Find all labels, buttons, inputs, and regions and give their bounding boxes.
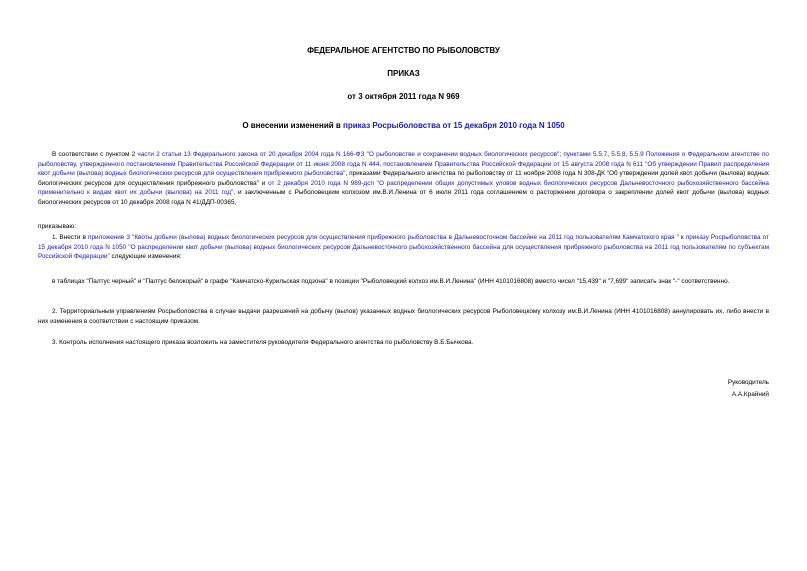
basis-text-1: В соответствии с пунктом 2: [52, 151, 138, 158]
tables-change-paragraph: [38, 277, 769, 287]
order-1050-link[interactable]: приказу Росрыболовства от 15 декабря 2010 года N 1050 "О распределении квот добычи (вылова) водных биологических ресурсов Дальневосточного рыбохозяйственного бассейна для осуществления прибрежного рыболовства на 2011 год пользователям по субъектам Российской Федерации": [38, 234, 769, 261]
item1-text-3: следующие изменения:: [109, 253, 182, 261]
item1-text-1: 1. Внести в: [52, 234, 88, 241]
document-type: ПРИКАЗ: [387, 69, 420, 78]
title-prefix: О внесении изменений в: [242, 121, 344, 130]
document-title: [0, 121, 807, 131]
basis-text-4: , и заключенным с Рыболовецким колхозом им.В.И.Ленина от 6 июля 2011 года соглашением о расторжении договора о закреплении долей квот добычи (вылова) водных биологических ресурсов от 10 декабря 2008 года N 41/ДДП-00365,: [38, 189, 770, 206]
agency-heading: ФЕДЕРАЛЬНОЕ АГЕНТСТВО ПО РЫБОЛОВСТВУ: [307, 46, 500, 55]
item-2-paragraph: [38, 307, 769, 326]
title-link[interactable]: приказ Росрыболовства от 15 декабря 2010 года N 1050: [343, 121, 565, 130]
document-date-number: от 3 октября 2011 года N 969: [347, 92, 460, 101]
law-link[interactable]: части 2 статьи 13 Федерального закона от 20 декабря 2004 года N 166-ФЗ "О рыболовстве и сохранении водных биологических ресурсов": [137, 151, 560, 158]
basis-text-2: ;: [559, 151, 564, 158]
order-989-link[interactable]: от 2 декабря 2010 года N 989-дсп "О распределении общих допустимых уловов водных биологических ресурсов Дальневосточного рыбохозяйственного бассейна применительно к видам квот их добычи (вылова) на 2011 год": [38, 179, 769, 197]
item1-text-2: к: [678, 234, 686, 241]
item-1-paragraph: [38, 233, 769, 262]
item3-text: 3. Контроль исполнения настоящего приказа возложить на заместителя руководителя Федерального агентства по рыболовству В.Б.Бычкова.: [52, 339, 474, 346]
basis-paragraph: [38, 150, 769, 208]
item2-text: 2. Территориальным управлениям Росрыболовства в случае выдачи разрешений на добычу (вылов) указанных водных биологических ресурсов Рыболовецкому колхозу им.В.И.Ленина (ИНН 4101016808) аннулировать их, либо внести в них изменения в соответствии с настоящим приказом.: [38, 308, 769, 325]
signature-name: А.А.Крайний: [731, 391, 769, 398]
regulation-link[interactable]: пунктами 5.5.7, 5.5.8, 5.5.9 Положения о Федеральном агентстве по рыболовству, утвержденного постановлением Правительства Российской Федерации от 11 июня 2008 года N 444, постановлением Правительства Российской Федерации от 15 августа 2008 года N 611 "Об утверждении Правил распределения квот добычи (вылова) водных биологических ресурсов для осуществления прибрежного рыболовства": [38, 151, 769, 178]
signature-position: Руководитель: [727, 379, 769, 386]
basis-text-3: , приказами Федерального агентства по рыболовству от 11 ноября 2008 года N 308-ДК "Об утверждении долей квот добычи (вылова) водных биологических ресурсов для осуществления прибрежного рыболовства" и: [38, 170, 769, 187]
order-word: приказываю:: [38, 223, 76, 230]
item-3-paragraph: [38, 338, 769, 348]
tables-change-text: в таблицах "Палтус черный" и "Палтус белокорый" в графе "Камчатско-Курильская подзона" в позиции "Рыболовецкий колхоз им.В.И.Ленина" (ИНН 4101016808) вместо чисел "15,439" и "7,699" записать знак "-" соответственно.: [52, 278, 730, 285]
appendix-3-link[interactable]: приложение 3 "Квоты добычи (вылова) водных биологических ресурсов для осуществления прибрежного рыболовства в Дальневосточном бассейне на 2011 год пользователям Камчатского края ": [88, 234, 679, 241]
